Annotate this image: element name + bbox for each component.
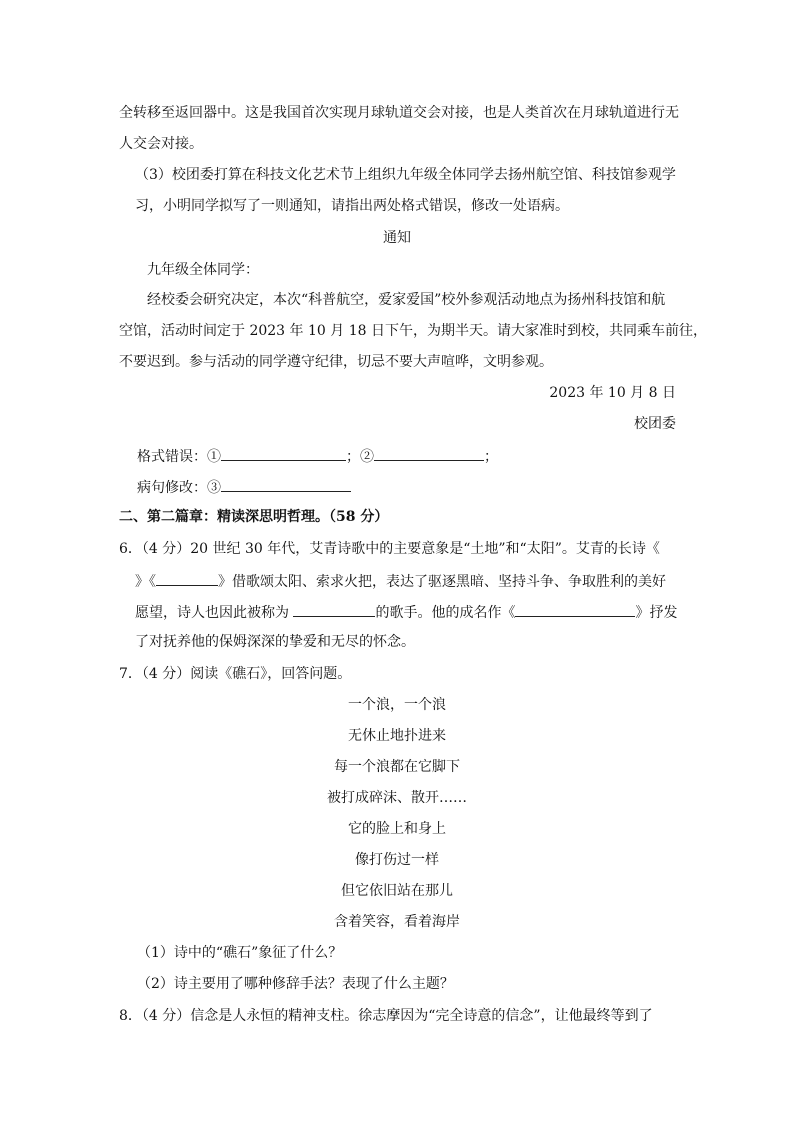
q6-blank-1[interactable] bbox=[156, 570, 218, 586]
q6-line-2 bbox=[135, 570, 666, 592]
q7-heading: 7．（4 分）阅读《礁石》，回答问题。 bbox=[119, 666, 352, 682]
q6-line-1: 6．（4 分）20 世纪 30 年代，艾青诗歌中的主要意象是“土地”和“太阳”。艾青的长诗《 bbox=[119, 541, 660, 557]
notice-title: 通知 bbox=[383, 230, 411, 246]
q6-text-3c: 》抒发 bbox=[635, 605, 678, 621]
notice-signature: 校团委 bbox=[634, 416, 676, 432]
q6-blank-3[interactable] bbox=[515, 601, 635, 617]
answer-blank-1[interactable] bbox=[221, 445, 346, 461]
q6-line-4: 了对抚养他的保姆深深的挚爱和无尽的怀念。 bbox=[135, 634, 415, 650]
poem-line-6: 像打伤过一样 bbox=[355, 852, 439, 868]
line-4: 习，小明同学拟写了一则通知，请指出两处格式错误，修改一处语病。 bbox=[135, 198, 569, 214]
line-3: （3）校团委打算在科技文化艺术节上组织九年级全体同学去扬州航空馆、科技馆参观学 bbox=[135, 167, 676, 183]
notice-date: 2023 年 10 月 8 日 bbox=[549, 385, 676, 401]
q6-blank-2[interactable] bbox=[293, 601, 375, 617]
q8-line-1: 8．（4 分）信念是人永恒的精神支柱。徐志摩因为“完全诗意的信念”，让他最终等到了 bbox=[119, 1008, 653, 1024]
poem-line-8: 含着笑容，看着海岸 bbox=[334, 914, 460, 930]
q6-open: 》《 bbox=[135, 574, 156, 590]
poem-line-2: 无休止地扑进来 bbox=[348, 728, 446, 744]
section-2-heading: 二、第二篇章：精读深思明哲理。（58 分） bbox=[119, 509, 389, 525]
q7-sub-2: （2）诗主要用了哪种修辞手法？表现了什么主题？ bbox=[137, 976, 454, 992]
poem-line-7: 但它依旧站在那儿 bbox=[341, 883, 453, 899]
poem-line-4: 被打成碎沫、散开…… bbox=[327, 790, 467, 806]
format-error-line bbox=[137, 445, 498, 467]
q6-line-3 bbox=[135, 601, 677, 623]
sentence-fix-line bbox=[137, 476, 351, 498]
answer-separator: ；② bbox=[346, 449, 374, 465]
line-1: 全转移至返回器中。这是我国首次实现月球轨道交会对接，也是人类首次在月球轨道进行无 bbox=[119, 105, 679, 121]
format-error-label: 格式错误：① bbox=[137, 449, 221, 465]
poem-line-5: 它的脸上和身上 bbox=[348, 821, 446, 837]
q6-text-2: 》借歌颂太阳、索求火把，表达了驱逐黑暗、坚持斗争、争取胜利的美好 bbox=[218, 574, 666, 590]
poem-line-1: 一个浪，一个浪 bbox=[348, 697, 446, 713]
notice-salutation: 九年级全体同学： bbox=[147, 262, 259, 278]
answer-end: ； bbox=[484, 449, 498, 465]
q6-text-3b: 的歌手。他的成名作《 bbox=[375, 605, 516, 621]
sentence-fix-label: 病句修改：③ bbox=[137, 480, 221, 496]
q7-sub-1: （1）诗中的“礁石”象征了什么？ bbox=[137, 945, 343, 961]
answer-blank-2[interactable] bbox=[374, 445, 484, 461]
notice-body-3: 不要迟到。参与活动的同学遵守纪律，切忌不要大声喧哗，文明参观。 bbox=[119, 354, 553, 370]
line-2: 人交会对接。 bbox=[119, 136, 203, 152]
notice-body-1: 经校委会研究决定，本次“科普航空，爱家爱国”校外参观活动地点为扬州科技馆和航 bbox=[147, 292, 666, 308]
answer-blank-3[interactable] bbox=[221, 476, 351, 492]
notice-body-2: 空馆，活动时间定于 2023 年 10 月 18 日下午，为期半天。请大家准时到校，共同乘车前往， bbox=[119, 323, 707, 339]
poem-line-3: 每一个浪都在它脚下 bbox=[334, 759, 460, 775]
q6-text-3a: 愿望，诗人也因此被称为 bbox=[135, 605, 289, 621]
